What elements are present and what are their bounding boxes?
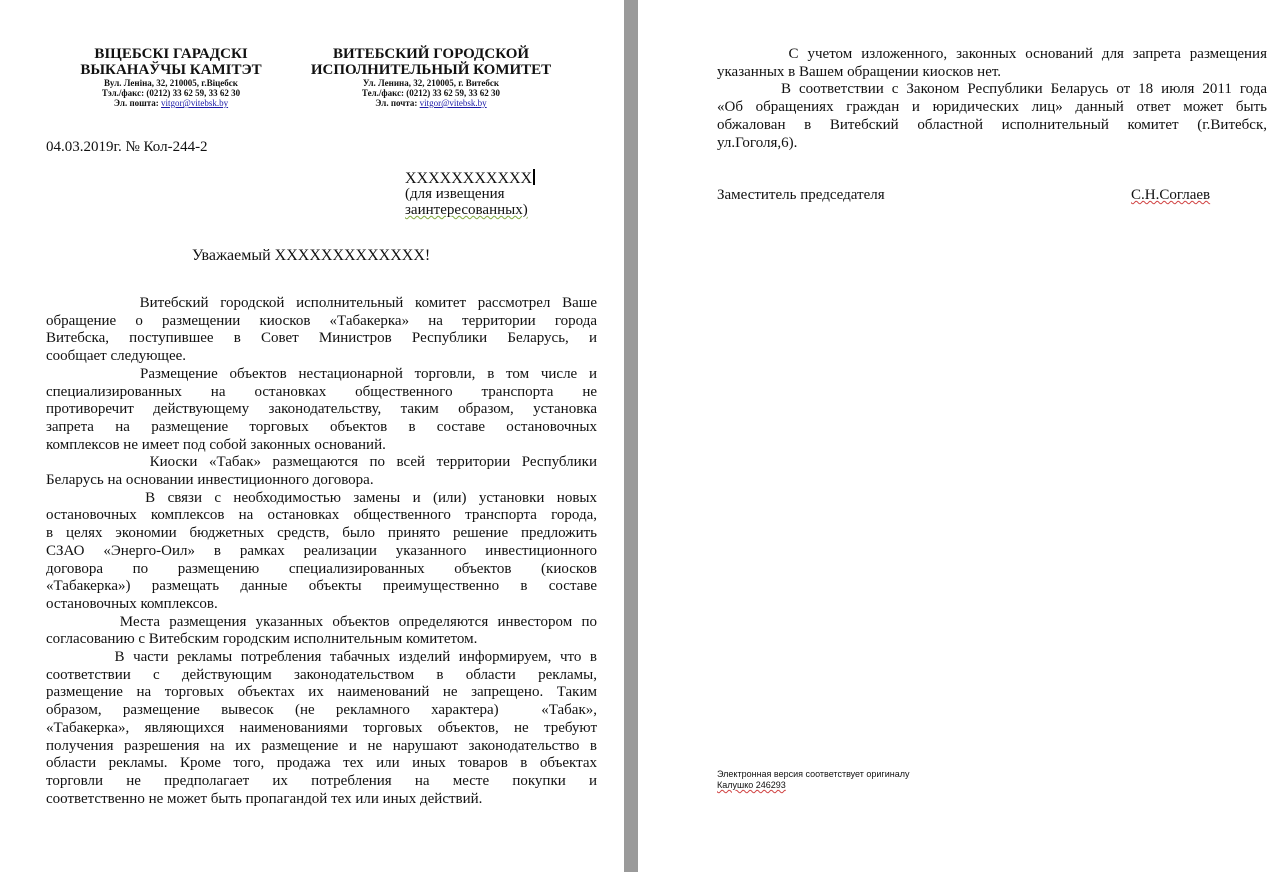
text-line: Киоски «Табак» размещаются по всей территории Республики	[46, 454, 597, 471]
footer-note-line1: Электронная версия соответствует оригиналу	[717, 769, 910, 779]
header-by-email-row	[56, 98, 286, 108]
header-by-title1: ВІЦЕБСКІ ГАРАДСКІ	[94, 46, 248, 62]
text-line: Витебский городской исполнительный комитет рассмотрел Ваше	[46, 295, 597, 311]
text-line: С учетом изложенного, законных оснований для запрета размещения	[717, 46, 1267, 62]
header-ru-address: Ул. Ленина, 32, 210005, г. Витебск	[362, 78, 500, 88]
text-line: сообщает следующее.	[46, 348, 187, 365]
recipient-note-line2: заинтересованных)	[405, 202, 528, 218]
text-line: «Об обращениях граждан и юридических лиц» данный ответ может быть	[717, 99, 1267, 116]
text-line: образом, размещение вывесок (не рекламного характера) «Табак»,	[46, 702, 597, 719]
header-ru-title2: ИСПОЛНИТЕЛЬНЫЙ КОМИТЕТ	[310, 62, 552, 78]
text-line: В связи с необходимостью замены и (или) установки новых	[46, 489, 597, 506]
text-line: размещение на торговых объектах их наименований не запрещено. Таким	[46, 684, 597, 701]
text-line: запрета на размещение торговых объектов в составе остановочных	[46, 418, 597, 435]
text-line: получения разрешения на их размещение и не нарушают законодательство в	[46, 737, 597, 754]
signer-title: Заместитель председателя	[717, 187, 885, 203]
text-line: «Табакерка») размещать данные объекты преимущественно в составе	[46, 578, 597, 595]
text-line: в целях экономии бюджетных средств, было принято решение предложить	[46, 525, 597, 542]
letter-body	[46, 295, 597, 808]
text-line: области рекламы. Кроме того, продажа тех или иных товаров в объектах	[46, 755, 597, 772]
text-line: «Табакерка», являющихся наименованиями торговых объектов, не требуют	[46, 719, 597, 736]
text-line: договора по размещению специализированных объектов (киосков	[46, 560, 597, 577]
document-page-left	[0, 0, 624, 872]
header-ru-phone: Тел./факс: (0212) 33 62 59, 33 62 30	[361, 88, 501, 98]
header-by-title2: ВЫКАНАЎЧЫ КАМІТЭТ	[80, 62, 262, 78]
recipient-name-text: ХХХХХХХХХХХ	[405, 170, 533, 187]
text-line: В части рекламы потребления табачных изделий информируем, что в	[46, 649, 597, 666]
document-date-number: 04.03.2019г. № Кол-244-2	[46, 139, 208, 155]
text-cursor	[533, 169, 535, 185]
text-line: Места размещения указанных объектов определяются инвестором по	[46, 613, 597, 630]
text-line: торговли не предполагает их потребления на месте покупки и	[46, 772, 597, 789]
header-ru-email-label: Эл. почта:	[375, 98, 418, 108]
header-russian	[300, 46, 562, 108]
recipient-note-line1: (для извещения	[405, 186, 505, 202]
text-line: Витебска, поступившее в Совет Министров Республики Беларусь, и	[46, 330, 597, 347]
text-line: указанных в Вашем обращении киосков нет.	[717, 63, 1002, 80]
header-ru-email-row	[300, 98, 562, 108]
page-gutter	[624, 0, 638, 872]
text-line: остановочных комплексов на остановках общественного транспорта города,	[46, 507, 597, 524]
text-line: остановочных комплексов.	[46, 595, 218, 612]
recipient-name[interactable]	[405, 169, 535, 187]
header-by-email-label: Эл. пошта:	[113, 98, 159, 108]
text-line: ул.Гоголя,6).	[717, 134, 798, 151]
header-belarusian	[56, 46, 286, 108]
text-line: соответствии с действующим законодательством в области рекламы,	[46, 666, 597, 683]
salutation: Уважаемый ХХХХХХХХХХХХХ!	[192, 247, 431, 264]
header-ru-title1: ВИТЕБСКИЙ ГОРОДСКОЙ	[332, 46, 530, 62]
footer-note-line2	[717, 780, 786, 791]
text-line: В соответствии с Законом Республики Беларусь от 18 июля 2011 года	[717, 81, 1267, 98]
text-line: Беларусь на основании инвестиционного договора.	[46, 472, 374, 489]
text-line: согласованию с Витебским городским исполнительным комитетом.	[46, 631, 478, 648]
text-line: Размещение объектов нестационарной торговли, в том числе и	[46, 365, 597, 382]
header-by-email-link[interactable]: vitgor@vitebsk.by	[161, 98, 229, 108]
letter-conclusion	[717, 46, 1267, 152]
signer-name: С.Н.Соглаев	[1131, 187, 1211, 203]
document-page-right	[638, 0, 1280, 872]
header-ru-email-link[interactable]: vitgor@vitebsk.by	[419, 98, 487, 108]
text-line: комплексов не имеет под собой законных оснований.	[46, 436, 386, 453]
text-line: СЗАО «Энерго-Оил» в рамках реализации указанного инвестиционного	[46, 542, 597, 559]
text-line: специализированных на остановках общественного транспорта не	[46, 383, 597, 400]
header-by-address: Вул. Леніна, 32, 210005, г.Віцебск	[104, 78, 238, 88]
text-line: противоречит действующему законодательству, таким образом, установка	[46, 401, 597, 418]
text-line: обжалован в Витебский областной исполнительный комитет (г.Витебск,	[717, 116, 1267, 133]
text-line: обращение о размещении киосков «Табакерка» на территории города	[46, 312, 597, 329]
footer-note-line2-text: Калушко 246293	[717, 780, 786, 790]
text-line: соответственно не может быть пропагандой тех или иных действий.	[46, 790, 483, 807]
header-by-phone: Тэл./факс: (0212) 33 62 59, 33 62 30	[101, 88, 241, 98]
